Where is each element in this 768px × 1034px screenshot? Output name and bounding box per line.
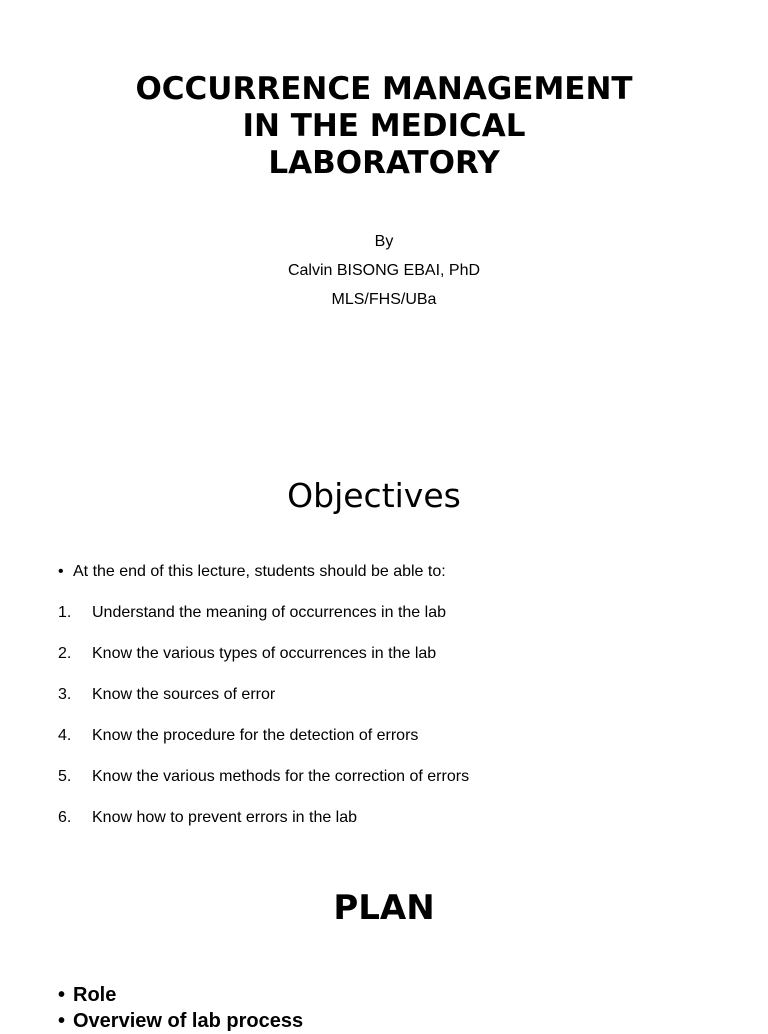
item-number: 3. <box>58 686 72 703</box>
item-number: 4. <box>58 727 72 744</box>
plan-item-text: Role <box>73 984 117 1006</box>
plan-list <box>58 982 303 1034</box>
plan-heading: PLAN <box>333 888 435 928</box>
item-text: Know the various types of occurrences in the lab <box>92 645 437 662</box>
presentation-title <box>0 71 768 182</box>
list-item <box>58 1008 303 1034</box>
title-line-2: IN THE MEDICAL <box>242 108 526 144</box>
byline <box>0 227 768 314</box>
title-slide <box>0 0 768 400</box>
objectives-heading: Objectives <box>287 476 461 515</box>
bullet-icon: • <box>58 563 64 580</box>
list-item <box>58 767 469 808</box>
list-item <box>58 644 469 685</box>
list-item <box>58 726 469 767</box>
item-text: Know the various methods for the correction of errors <box>92 768 470 785</box>
objectives-list <box>58 603 469 849</box>
list-item <box>58 603 469 644</box>
bullet-icon: • <box>58 1010 66 1032</box>
author-name: Calvin BISONG EBAI, PhD <box>287 262 481 279</box>
by-label: By <box>374 233 394 250</box>
list-item <box>58 685 469 726</box>
item-text: Understand the meaning of occurrences in the lab <box>92 604 446 621</box>
title-line-3: LABORATORY <box>268 145 500 181</box>
bullet-icon: • <box>58 984 66 1006</box>
objectives-intro-text: At the end of this lecture, students should be able to: <box>73 563 446 580</box>
plan-slide <box>0 860 768 1032</box>
author-affiliation: MLS/FHS/UBa <box>331 291 437 308</box>
item-number: 1. <box>58 604 72 621</box>
objectives-intro <box>58 562 446 582</box>
list-item <box>58 982 303 1008</box>
plan-item-text: Overview of lab process <box>73 1010 304 1032</box>
item-number: 2. <box>58 645 72 662</box>
item-number: 5. <box>58 768 72 785</box>
item-text: Know the procedure for the detection of errors <box>92 727 419 744</box>
item-number: 6. <box>58 809 72 826</box>
item-text: Know how to prevent errors in the lab <box>92 809 358 826</box>
list-item <box>58 808 469 849</box>
objectives-slide <box>0 400 768 860</box>
title-line-1: OCCURRENCE MANAGEMENT <box>135 71 633 107</box>
item-text: Know the sources of error <box>92 686 276 703</box>
